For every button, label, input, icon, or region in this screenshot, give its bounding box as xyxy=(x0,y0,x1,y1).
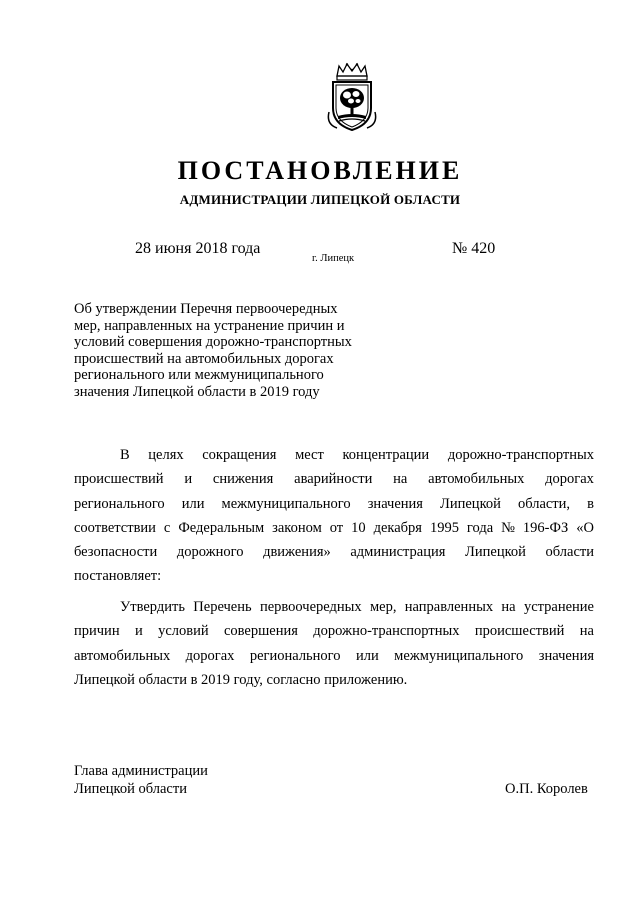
word: Перечень xyxy=(193,599,252,615)
paragraph-line: постановляет: xyxy=(74,568,162,585)
signer-title-line: Глава администрации xyxy=(74,763,208,779)
word: в xyxy=(587,495,594,512)
document-title: ПОСТАНОВЛЕНИЕ xyxy=(177,156,463,185)
heading-line: мер, направленных на устранение причин и xyxy=(74,317,345,334)
word: «О xyxy=(576,519,594,536)
word: и xyxy=(184,471,193,488)
paragraph-line xyxy=(74,516,594,540)
paragraph-line xyxy=(74,443,594,467)
document-subtitle: АДМИНИСТРАЦИИ ЛИПЕЦКОЙ ОБЛАСТИ xyxy=(179,192,461,207)
paragraph-preamble xyxy=(74,443,594,589)
word: автомобильных xyxy=(74,647,171,664)
paragraph-line xyxy=(74,492,594,516)
word: первоочередных xyxy=(259,599,362,615)
document-date: 28 июня 2018 года xyxy=(135,240,261,257)
word: движения» xyxy=(263,544,331,561)
word: дорогах xyxy=(545,471,594,488)
document-number: № 420 xyxy=(452,240,496,257)
word: совершения xyxy=(223,623,298,640)
word: или xyxy=(355,647,379,664)
paragraph-line: Липецкой области в 2019 году, согласно приложению. xyxy=(74,671,408,688)
word: области xyxy=(545,544,594,561)
coat-of-arms-emblem xyxy=(323,62,381,134)
document-heading xyxy=(74,301,374,400)
heading-line: значения Липецкой области в 2019 году xyxy=(74,383,320,400)
word: дорожного xyxy=(176,544,244,561)
paragraph-line xyxy=(74,619,594,643)
word: и xyxy=(134,623,143,640)
word: мер, xyxy=(369,599,397,615)
word: межмуниципального xyxy=(221,495,351,512)
word: 10 xyxy=(351,519,366,536)
word: автомобильных xyxy=(428,471,525,488)
paragraph-line xyxy=(74,644,594,668)
word: условий xyxy=(158,623,209,640)
word: дорогах xyxy=(185,647,235,664)
word: целях xyxy=(148,447,184,463)
word: устранение xyxy=(523,599,594,615)
word: сокращения xyxy=(202,447,277,463)
heading-line: регионального или межмуниципального xyxy=(74,367,324,383)
word: на xyxy=(501,599,516,615)
word: Утвердить xyxy=(120,599,185,615)
word: аварийности xyxy=(294,471,373,488)
paragraph-line xyxy=(74,595,594,619)
word: декабря xyxy=(373,519,422,536)
word: значения xyxy=(538,647,594,664)
word: администрация xyxy=(350,544,446,561)
word: 196-ФЗ xyxy=(522,519,569,536)
word: происшествий xyxy=(74,471,164,488)
document-city: г. Липецк xyxy=(312,253,355,264)
signer-title-line: Липецкой области xyxy=(74,781,187,797)
word: с xyxy=(163,519,171,536)
word: дорожно-транспортных xyxy=(447,447,594,463)
paragraph-line xyxy=(74,540,594,564)
word: снижения xyxy=(212,471,274,488)
word: на xyxy=(579,623,594,640)
word: регионального xyxy=(74,495,165,512)
word: мест xyxy=(295,447,324,463)
word: Липецкой xyxy=(440,495,501,512)
word: дорожно-транспортных xyxy=(313,623,460,640)
word: или xyxy=(181,495,205,512)
word: межмуниципального xyxy=(394,647,524,664)
word: направленных xyxy=(404,599,494,615)
word: № xyxy=(501,519,515,536)
word: причин xyxy=(74,623,120,640)
word: значения xyxy=(367,495,423,512)
paragraph-line xyxy=(74,467,594,491)
word: от xyxy=(329,519,344,536)
heading-line: происшествий на автомобильных дорогах xyxy=(74,350,334,367)
word: области, xyxy=(517,495,571,512)
word: концентрации xyxy=(342,447,430,463)
word: безопасности xyxy=(74,544,158,561)
word: законом xyxy=(272,519,322,536)
paragraph-resolution xyxy=(74,595,594,692)
signer-title xyxy=(74,762,208,798)
word: В xyxy=(120,447,130,463)
word: соответствии xyxy=(74,519,156,536)
heading-line: условий совершения дорожно-транспортных xyxy=(74,334,352,350)
word: происшествий xyxy=(474,623,565,640)
signer-name: О.П. Королев xyxy=(505,781,588,797)
word: на xyxy=(393,471,408,488)
word: Липецкой xyxy=(465,544,526,561)
word: года xyxy=(466,519,494,536)
word: 1995 xyxy=(429,519,459,536)
word: Федеральным xyxy=(178,519,265,536)
heading-line: Об утверждении Перечня первоочередных xyxy=(74,301,338,317)
word: регионального xyxy=(249,647,341,664)
